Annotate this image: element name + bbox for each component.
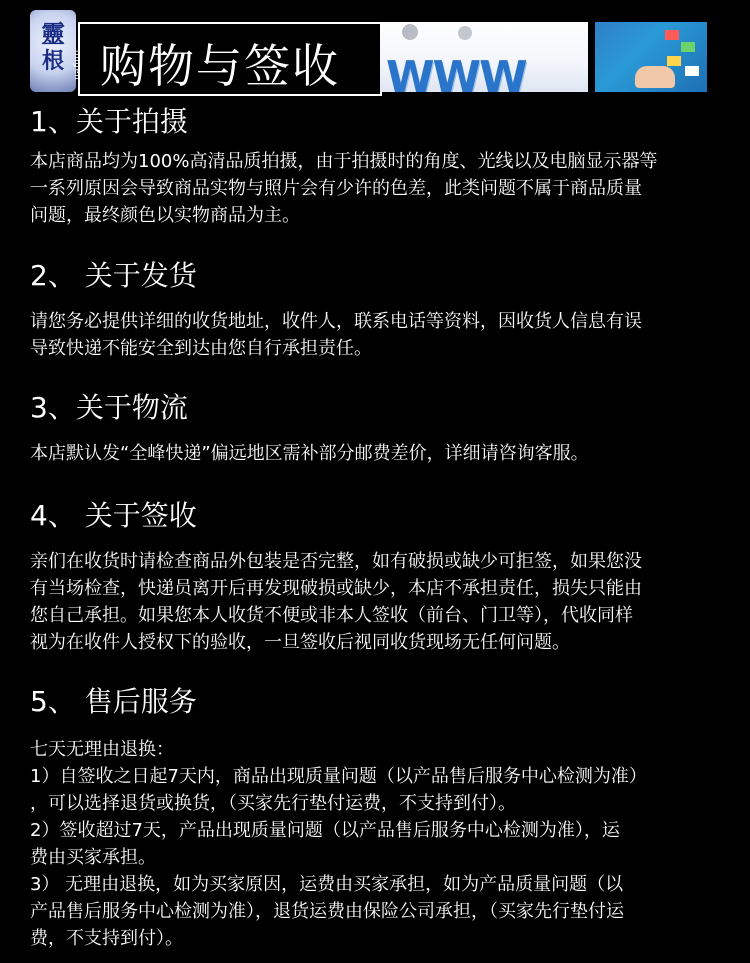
person-icon: [458, 26, 472, 40]
text-line: 七天无理由退换：: [30, 739, 174, 760]
app-tile-icon: [685, 66, 699, 76]
section-shipping: [30, 254, 720, 362]
section-text: [30, 440, 720, 467]
text-line: 有当场检查，快递员离开后再发现破损或缺少，本店不承担责任，损失只能由: [30, 578, 642, 599]
section-heading: 3、关于物流: [30, 391, 188, 424]
brand-logo: [30, 10, 76, 92]
text-line: 一系列原因会导致商品实物与照片会有少许的色差，此类问题不属于商品质量: [30, 178, 642, 199]
text-line: 导致快递不能安全到达由您自行承担责任。: [30, 338, 372, 359]
page-title-box: [78, 22, 382, 96]
text-line: 亲们在收货时请检查商品外包装是否完整，如有破损或缺少可拒签，如果您没: [30, 551, 642, 572]
section-text: [30, 148, 720, 229]
app-tile-icon: [665, 30, 679, 40]
text-line: 请您务必提供详细的收货地址，收件人，联系电话等资料，因收货人信息有误: [30, 311, 642, 332]
text-line: 您自己承担。如果您本人收货不便或非本人签收（前台、门卫等），代收同样: [30, 605, 633, 626]
logo-char-2: 根: [41, 48, 64, 74]
logo-char-1: 靈: [41, 19, 65, 48]
section-text: [30, 308, 720, 362]
www-graphic: [380, 22, 588, 92]
text-line: 问题，最终颜色以实物商品为主。: [30, 205, 300, 226]
section-after-sales: [30, 680, 720, 952]
www-text: WWW: [386, 52, 526, 92]
hand-icon: [635, 66, 675, 88]
section-heading: 1、关于拍摄: [30, 105, 188, 138]
text-line: ，可以选择退货或换货，（买家先行垫付运费，不支持到付）。: [30, 793, 516, 814]
text-line: 费，不支持到付）。: [30, 928, 183, 949]
page-title: 购物与签收: [100, 39, 340, 93]
text-line: 本店默认发“全峰快递”偏远地区需补部分邮费差价，详细请咨询客服。: [30, 443, 589, 464]
text-line: 2）签收超过7天，产品出现质量问题（以产品售后服务中心检测为准），运: [30, 820, 620, 841]
text-line: 3） 无理由退换，如为买家原因，运费由买家承担，如为产品质量问题（以: [30, 874, 624, 895]
text-line: 费由买家承担。: [30, 847, 156, 868]
text-line: 1）自签收之日起7天内，商品出现质量问题（以产品售后服务中心检测为准）: [30, 766, 647, 787]
section-receipt: [30, 494, 720, 656]
text-line: 视为在收件人授权下的验收，一旦签收后视同收货现场无任何问题。: [30, 632, 570, 653]
section-photography: [30, 100, 720, 229]
monitor-graphic: [595, 22, 707, 92]
section-text: [30, 736, 720, 952]
section-text: [30, 548, 720, 656]
text-line: 产品售后服务中心检测为准），退货运费由保险公司承担，（买家先行垫付运: [30, 901, 624, 922]
header-banner: [0, 0, 750, 92]
section-heading: 5、 售后服务: [30, 685, 197, 718]
section-heading: 2、 关于发货: [30, 259, 197, 292]
section-heading: 4、 关于签收: [30, 499, 197, 532]
app-tile-icon: [681, 42, 695, 52]
text-line: 本店商品均为100%高清品质拍摄，由于拍摄时的角度、光线以及电脑显示器等: [30, 151, 658, 172]
person-icon: [402, 24, 418, 40]
section-logistics: [30, 386, 720, 467]
app-tile-icon: [667, 56, 681, 66]
